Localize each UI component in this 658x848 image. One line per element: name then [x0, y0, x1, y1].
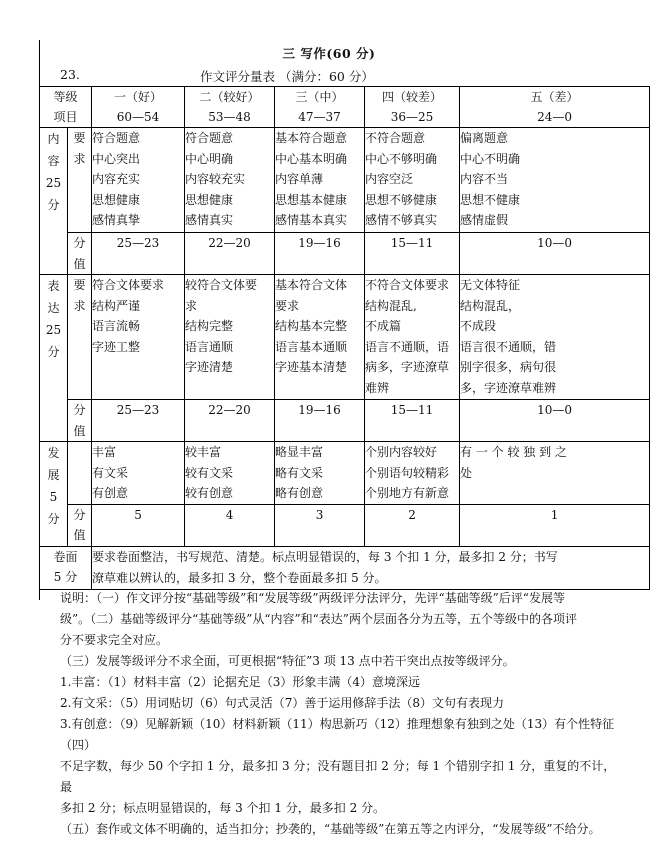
neatness-label-text: 5 分 [53, 570, 78, 584]
requirement-text: 思想不够健康 [365, 192, 438, 207]
score-label-char: 分 [73, 403, 86, 417]
requirement-label-char: 求 [73, 151, 86, 166]
requirement-text: 别字很多，病句很 [460, 360, 557, 374]
requirement-text: 较有创意 [185, 486, 234, 500]
category-label-char: 发 [47, 446, 60, 460]
requirement-text: 思想健康 [92, 192, 141, 207]
grade-header-cell [460, 87, 650, 128]
note-line: 级”。（二）基础等级评分“基础等级”从“内容”和“表达”两个层面各分为五等，五个等级中的各项评 [60, 612, 577, 626]
requirement-text: 较有文采 [185, 465, 234, 480]
requirement-text: 求 [185, 298, 198, 313]
grade-header-text: 47—37 [298, 110, 341, 124]
content-score-cell: 22—20 [185, 233, 275, 275]
category-label-char: 内 [47, 132, 60, 146]
development-requirement-label [68, 442, 92, 505]
requirement-text: 内容充实 [92, 172, 141, 186]
expression-category-label [40, 275, 68, 442]
development-score-label [68, 504, 92, 546]
note-line: 说明：（一）作文评分按“基础等级”和“发展等级”两级评分法评分，先评“基础等级”后评“发展等 [60, 591, 565, 605]
development-score-cell: 1 [460, 504, 650, 546]
note-line: （五）套作或文体不明确的，适当扣分；抄袭的，“基础等级”在第五等之内评分，“发展等级”不给分。 [60, 822, 601, 836]
content-score-cell: 25—23 [92, 233, 185, 275]
development-requirement-cell [460, 442, 650, 505]
table-caption: 作文评分量表 （满分：60 分） [200, 69, 374, 84]
score-label-char: 分 [73, 507, 86, 522]
development-score-cell: 4 [185, 504, 275, 546]
requirement-text: 感情基本真实 [275, 213, 348, 227]
header-row [40, 87, 650, 128]
category-label-char: 展 [47, 468, 60, 482]
requirement-text: 中心不够明确 [365, 151, 438, 166]
expression-score-label [68, 400, 92, 442]
requirement-text: 有文采 [92, 465, 129, 480]
expression-score-cell: 22—20 [185, 400, 275, 442]
requirement-label-char: 要 [73, 131, 86, 145]
requirement-text: 难辨 [365, 380, 390, 395]
note-line: 1.丰富：（1）材料丰富（2）论据充足（3）形象丰满（4）意境深远 [60, 675, 420, 689]
requirement-text: 字迹清楚 [185, 360, 234, 374]
requirement-text: 思想基本健康 [275, 192, 348, 207]
requirement-text: 个别语句较精彩 [365, 465, 450, 480]
requirement-text: 内容空泛 [365, 172, 414, 186]
requirement-text: 内容单薄 [275, 172, 324, 186]
requirement-text: 结构基本完整 [275, 319, 348, 333]
requirement-text: 思想健康 [185, 192, 234, 207]
requirement-text: 语言很不通顺，错 [460, 339, 557, 354]
requirement-text: 略有文采 [275, 465, 324, 480]
content-requirement-cell [185, 128, 275, 233]
expression-score-cell: 15—11 [365, 400, 460, 442]
category-label-char: 表 [47, 279, 60, 293]
requirement-text: 语言流畅 [92, 319, 141, 333]
section-title: 三 写作(60 分) [282, 46, 376, 61]
requirement-text: 丰富 [92, 445, 117, 459]
expression-score-cell: 19—16 [275, 400, 365, 442]
note-line: （三）发展等级评分不求全面，可更根据“特征”3 项 13 点中若干突出点按等级评分。 [60, 654, 515, 668]
requirement-text: 基本符合文体 [275, 278, 348, 292]
neatness-text-line: 潦草难以辨认的，最多扣 3 分，整个卷面最多扣 5 分。 [92, 570, 387, 585]
content-requirements-row [40, 128, 650, 233]
score-label-char: 值 [73, 423, 86, 438]
grade-header-text: 五（差） [530, 90, 579, 104]
development-score-row [40, 504, 650, 546]
corner-label: 等级 [53, 90, 78, 104]
corner-cell [40, 87, 92, 128]
scoring-notes [60, 588, 620, 840]
development-requirement-cell [185, 442, 275, 505]
note-line: 不足字数，每少 50 个字扣 1 分，最多扣 3 分；没有题目扣 2 分；每 1 个错别字扣 1 分，重复的不计，最 [60, 759, 616, 794]
requirement-text: 中心突出 [92, 151, 141, 166]
content-score-cell: 15—11 [365, 233, 460, 275]
requirement-text: 字迹基本清楚 [275, 360, 348, 374]
expression-requirement-cell [92, 275, 185, 400]
note-line: 3.有创意：（9）见解新颖（10）材料新颖（11）构思新巧（12）推理想象有独到之处（13）有个性特征（四） [60, 717, 615, 752]
neatness-row [40, 546, 650, 589]
requirement-text: 感情真挚 [92, 213, 141, 227]
grade-header-cell [365, 87, 460, 128]
content-score-label [68, 233, 92, 275]
expression-score-cell: 25—23 [92, 400, 185, 442]
development-requirement-cell [92, 442, 185, 505]
development-requirement-cell [365, 442, 460, 505]
development-category-label [40, 442, 68, 547]
requirement-text: 较丰富 [185, 445, 222, 459]
requirement-text: 语言不通顺，语 [365, 339, 450, 354]
grade-header-text: 24—0 [537, 110, 572, 124]
category-label-char: 25 [45, 323, 62, 337]
grade-header-text: 四（较差） [382, 90, 443, 104]
expression-score-row [40, 400, 650, 442]
requirement-text: 感情真实 [185, 213, 234, 227]
requirement-text: 病多，字迹潦草 [365, 360, 450, 374]
requirement-text: 感情虚假 [460, 213, 509, 227]
requirement-text: 符合题意 [92, 131, 141, 145]
requirement-text: 要求 [275, 298, 300, 313]
requirement-text: 较符合文体要 [185, 278, 258, 292]
grade-header-text: 一（好） [114, 90, 163, 104]
category-label-char: 分 [47, 512, 60, 526]
requirement-text: 思想不健康 [460, 192, 521, 207]
requirement-text: 结构混乱, [365, 298, 417, 313]
content-requirement-label [68, 128, 92, 233]
expression-requirement-label [68, 275, 92, 400]
content-score-cell: 19—16 [275, 233, 365, 275]
requirement-text: 内容较充实 [185, 172, 246, 186]
corner-label: 项目 [53, 110, 78, 124]
grade-header-cell [92, 87, 185, 128]
note-line: 多扣 2 分；标点明显错误的，每 3 个扣 1 分，最多扣 2 分。 [60, 801, 386, 815]
development-score-cell: 5 [92, 504, 185, 546]
content-requirement-cell [92, 128, 185, 233]
category-label-char: 25 [45, 176, 62, 190]
requirement-text: 个别内容较好 [365, 445, 438, 459]
content-requirement-cell [275, 128, 365, 233]
category-label-char: 5 [49, 490, 58, 504]
development-score-cell: 2 [365, 504, 460, 546]
neatness-label-text: 卷面 [53, 549, 78, 564]
grade-header-text: 60—54 [116, 110, 160, 124]
score-label-char: 值 [73, 256, 86, 271]
requirement-text: 字迹工整 [92, 339, 141, 354]
grade-header-cell [275, 87, 365, 128]
grade-header-cell [185, 87, 275, 128]
expression-requirements-row [40, 275, 650, 400]
requirement-label-char: 要 [73, 278, 86, 292]
requirement-text: 略显丰富 [275, 445, 324, 459]
expression-requirement-cell [275, 275, 365, 400]
grade-header-text: 53—48 [208, 110, 251, 124]
requirement-text: 不符合文体要求 [365, 278, 450, 292]
requirement-text: 中心不明确 [460, 151, 521, 166]
requirement-text: 结构严谨 [92, 298, 141, 313]
development-requirements-row [40, 442, 650, 505]
development-score-cell: 3 [275, 504, 365, 546]
requirement-label-char: 求 [73, 298, 86, 313]
requirement-text: 内容不当 [460, 172, 509, 186]
question-number: 23. [60, 67, 80, 82]
requirement-text: 符合文体要求 [92, 278, 165, 292]
requirement-text: 结构完整 [185, 319, 234, 333]
neatness-label [40, 546, 92, 589]
content-requirement-cell [460, 128, 650, 233]
category-label-char: 分 [47, 198, 60, 212]
requirement-text: 符合题意 [185, 131, 234, 145]
requirement-text: 不成篇 [365, 319, 402, 333]
expression-requirement-cell [460, 275, 650, 400]
requirement-text: 处 [460, 465, 473, 480]
score-label-char: 值 [73, 528, 86, 542]
content-category-label [40, 128, 68, 275]
requirement-text: 偏离题意 [460, 131, 509, 145]
category-label-char: 达 [47, 301, 60, 315]
note-line: 分不要求完全对应。 [60, 633, 169, 647]
content-requirement-cell [365, 128, 460, 233]
requirement-text: 个别地方有新意 [365, 486, 450, 500]
requirement-text: 语言基本通顺 [275, 339, 348, 354]
content-score-cell: 10—0 [460, 233, 650, 275]
requirement-text: 语言通顺 [185, 339, 234, 354]
note-line: 2.有文采：（5）用词贴切（6）句式灵活（7）善于运用修辞手法（8）文句有表现力 [60, 696, 504, 710]
grade-header-text: 三（中） [295, 90, 344, 104]
expression-score-cell: 10—0 [460, 400, 650, 442]
neatness-text [92, 546, 650, 589]
requirement-text: 中心明确 [185, 151, 234, 166]
requirement-text: 结构混乱， [460, 298, 521, 313]
grade-header-text: 36—25 [390, 110, 434, 124]
requirement-text: 中心基本明确 [275, 151, 348, 166]
requirement-text: 略有创意 [275, 486, 324, 500]
requirement-text: 感情不够真实 [365, 213, 438, 227]
expression-requirement-cell [365, 275, 460, 400]
requirement-text: 有创意 [92, 486, 129, 500]
category-label-char: 分 [47, 345, 60, 359]
requirement-text: 多，字迹潦草难辨 [460, 380, 557, 395]
requirement-text: 不成段 [460, 319, 497, 333]
category-label-char: 容 [47, 154, 60, 168]
requirement-text: 基本符合题意 [275, 131, 348, 145]
development-requirement-cell [275, 442, 365, 505]
requirement-text: 无文体特征 [460, 278, 521, 292]
content-score-row [40, 233, 650, 275]
rubric-table [39, 86, 650, 590]
grade-header-text: 二（较好） [199, 90, 260, 104]
requirement-text: 不符合题意 [365, 131, 426, 145]
score-label-char: 分 [73, 236, 86, 250]
requirement-text: 有 一 个 较 独 到 之 [460, 445, 567, 459]
expression-requirement-cell [185, 275, 275, 400]
neatness-text-line: 要求卷面整洁，书写规范、清楚。标点明显错误的，每 3 个扣 1 分，最多扣 2 分；书写 [92, 550, 558, 564]
